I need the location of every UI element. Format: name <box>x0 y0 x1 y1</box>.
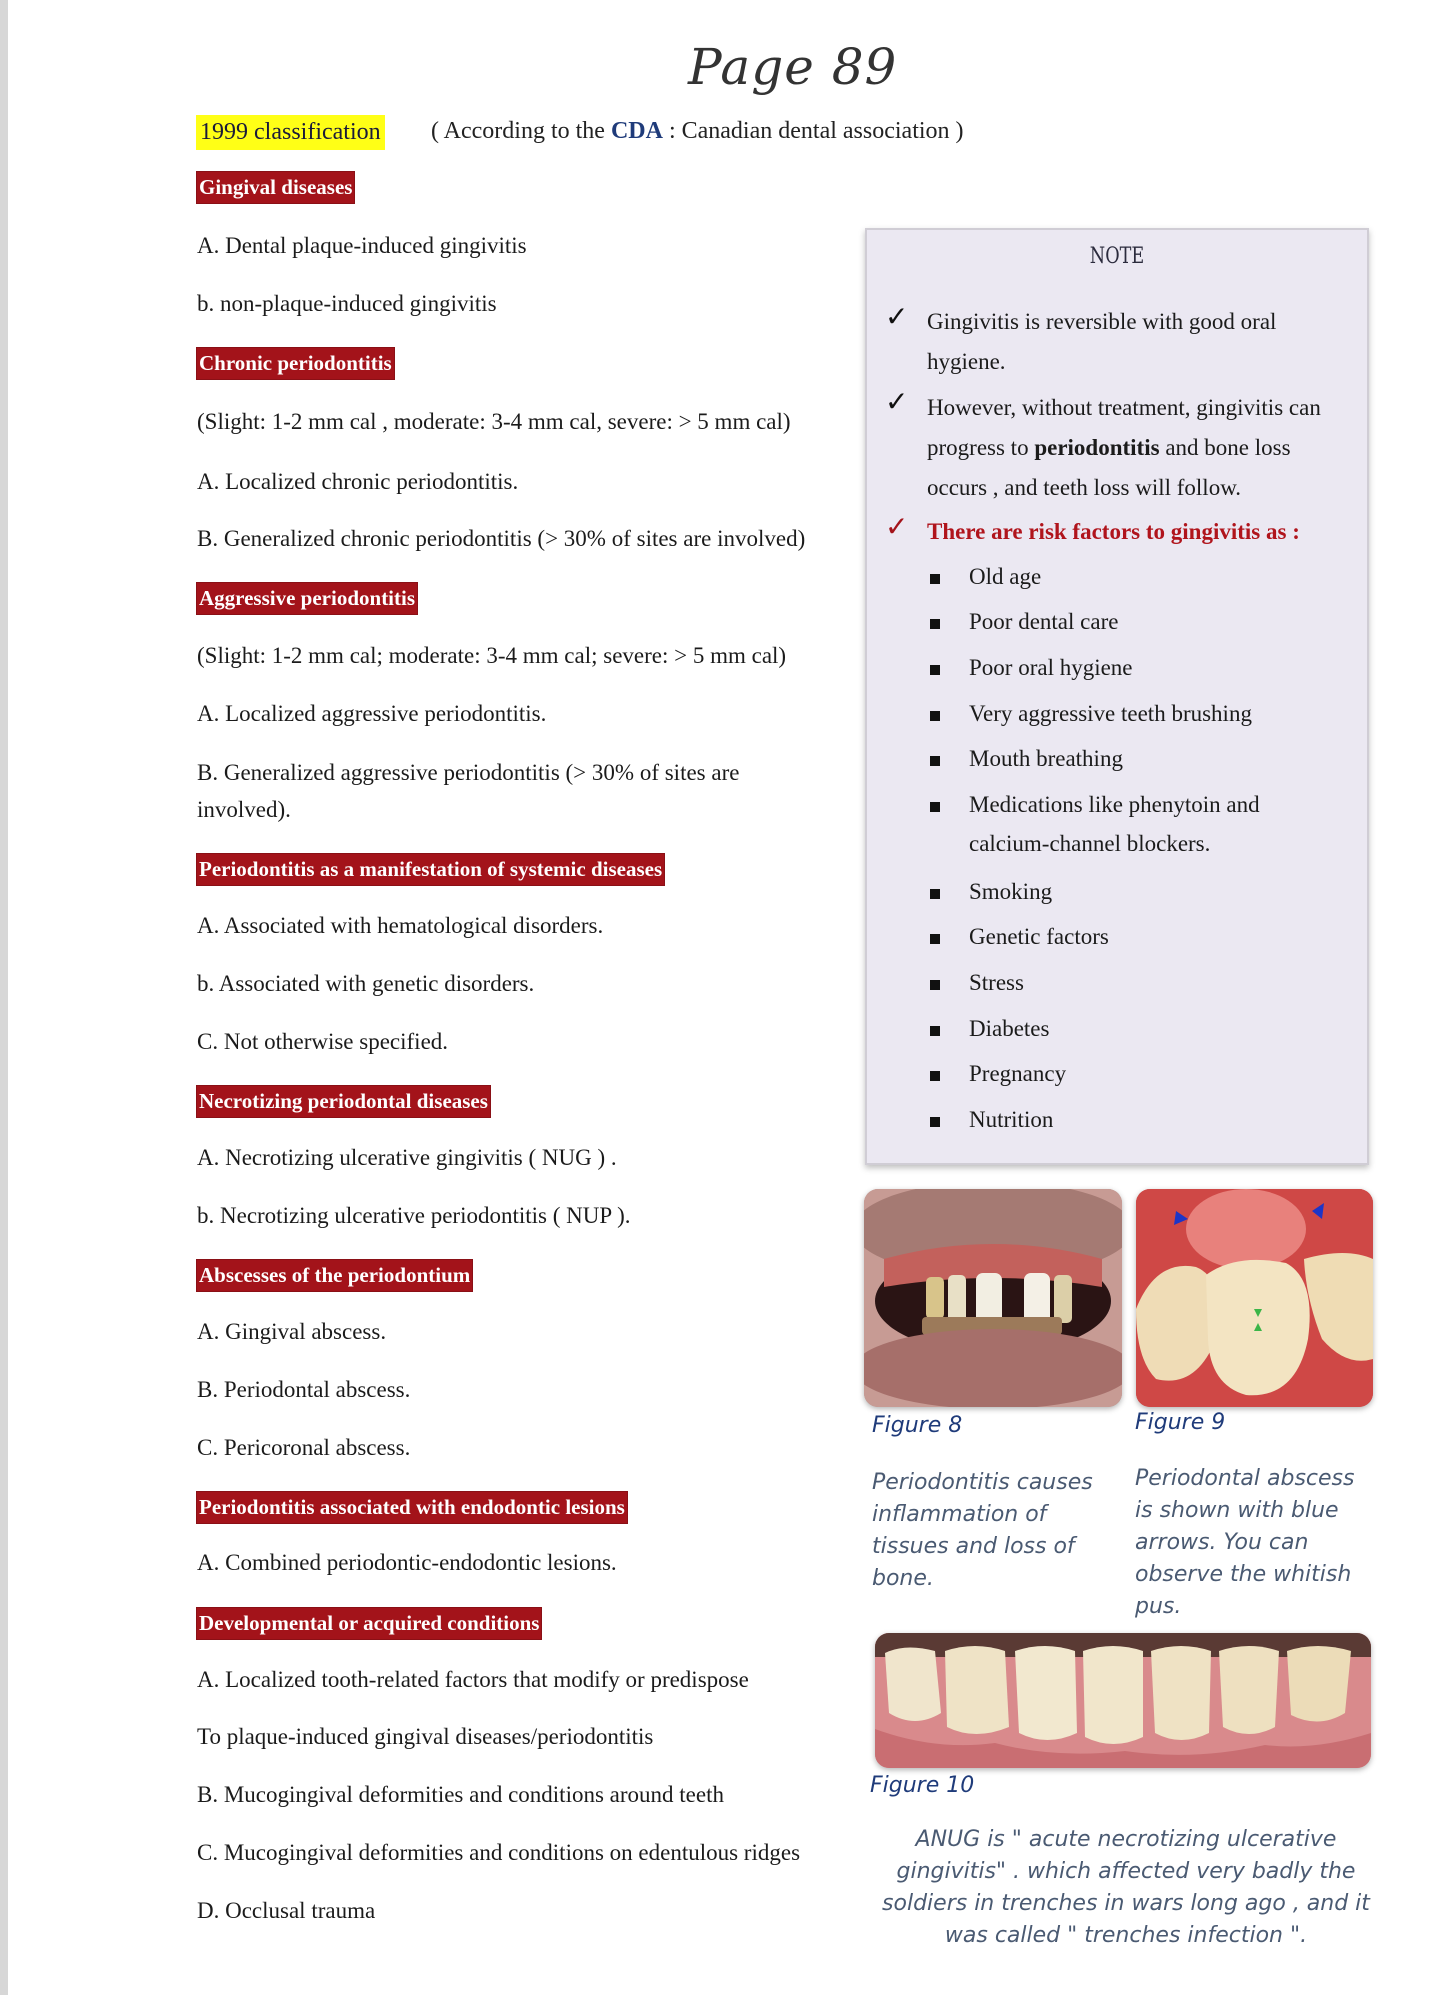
anug-note: ANUG is " acute necrotizing ulcerative gingivitis" . which affected very badly the soldiers in trenches in wars long ago , and it was called " trenches infection ". <box>882 1827 1370 1948</box>
bullet-icon <box>930 889 940 899</box>
bullet-icon <box>930 1026 940 1036</box>
note-point-risk-factors: There are risk factors to gingivitis as : <box>927 519 1300 544</box>
risk-factor-item: Very aggressive teeth brushing <box>969 701 1252 726</box>
heading-aggressive-periodontitis: Aggressive periodontitis <box>196 582 418 615</box>
classification-source: ( According to the CDA : Canadian dental association ) <box>431 118 964 144</box>
heading-systemic-diseases: Periodontitis as a manifestation of systemic diseases <box>196 853 665 886</box>
list-item: C. Mucogingival deformities and conditions on edentulous ridges <box>197 1840 801 1865</box>
bullet-icon <box>930 756 940 766</box>
risk-factor-item-continued: calcium-channel blockers. <box>969 831 1211 856</box>
list-item: To plaque-induced gingival diseases/periodontitis <box>197 1724 654 1749</box>
checkmark-icon: ✓ <box>885 387 909 418</box>
list-item: C. Pericoronal abscess. <box>197 1435 411 1460</box>
heading-necrotizing-diseases: Necrotizing periodontal diseases <box>196 1085 491 1118</box>
heading-endodontic-lesions: Periodontitis associated with endodontic lesions <box>196 1491 628 1524</box>
heading-developmental-conditions: Developmental or acquired conditions <box>196 1607 542 1640</box>
figure-10-image <box>875 1633 1371 1768</box>
list-item: C. Not otherwise specified. <box>197 1029 449 1054</box>
figure-8-image <box>864 1189 1122 1407</box>
list-item: b. Necrotizing ulcerative periodontitis ( NUP ). <box>197 1203 631 1228</box>
note-title: NOTE <box>1089 244 1145 269</box>
list-item: A. Gingival abscess. <box>197 1319 387 1344</box>
list-item: A. Localized tooth-related factors that modify or predispose <box>197 1667 749 1692</box>
risk-factor-item: Smoking <box>969 879 1053 904</box>
risk-factor-item: Stress <box>969 970 1024 995</box>
list-item: (Slight: 1-2 mm cal; moderate: 3-4 mm cal; severe: > 5 mm cal) <box>197 643 787 668</box>
checkmark-icon: ✓ <box>885 512 909 543</box>
list-item: D. Occlusal trauma <box>197 1898 376 1923</box>
bullet-icon <box>930 802 940 812</box>
page-title: Page 89 <box>688 38 898 96</box>
list-item: A. Associated with hematological disorders. <box>197 913 604 938</box>
mouth-illustration <box>864 1189 1122 1407</box>
figure-9-caption: Periodontal abscess is shown with blue arrows. You can observe the whitish pus. <box>1135 1466 1355 1619</box>
note-point-reversible: Gingivitis is reversible with good oral hygiene. <box>927 309 1277 374</box>
risk-factor-item: Diabetes <box>969 1016 1050 1041</box>
risk-factor-item: Old age <box>969 564 1042 589</box>
list-item: B. Generalized chronic periodontitis (> 30% of sites are involved) <box>197 526 806 551</box>
list-item: (Slight: 1-2 mm cal , moderate: 3-4 mm cal, severe: > 5 mm cal) <box>197 409 791 434</box>
risk-factor-item: Mouth breathing <box>969 746 1123 771</box>
list-item: B. Mucogingival deformities and conditions around teeth <box>197 1782 724 1807</box>
figure-8-caption: Periodontitis causes inflammation of tissues and loss of bone. <box>872 1470 1093 1591</box>
figure-8-label: Figure 8 <box>872 1413 963 1438</box>
bullet-icon <box>930 1071 940 1081</box>
bullet-icon <box>930 665 940 675</box>
bullet-icon <box>930 619 940 629</box>
note-box <box>865 228 1369 1165</box>
heading-abscesses: Abscesses of the periodontium <box>196 1259 473 1292</box>
bullet-icon <box>930 934 940 944</box>
cda-abbr: CDA <box>610 118 663 144</box>
note-point-progression: However, without treatment, gingivitis can progress to periodontitis and bone loss occurs , and teeth loss will follow. <box>927 395 1321 500</box>
list-item: B. Generalized aggressive periodontitis (> 30% of sites are <box>197 760 740 785</box>
list-item: involved). <box>197 797 291 822</box>
bullet-icon <box>930 574 940 584</box>
list-item: A. Necrotizing ulcerative gingivitis ( NUG ) . <box>197 1145 617 1170</box>
checkmark-icon: ✓ <box>885 302 909 333</box>
abscess-illustration <box>1136 1189 1373 1407</box>
teeth-row-illustration <box>875 1633 1371 1768</box>
risk-factor-item: Genetic factors <box>969 924 1109 949</box>
bullet-icon <box>930 711 940 721</box>
risk-factor-item: Pregnancy <box>969 1061 1067 1086</box>
list-item: A. Combined periodontic-endodontic lesions. <box>197 1550 617 1575</box>
bullet-icon <box>930 980 940 990</box>
list-item: A. Localized aggressive periodontitis. <box>197 701 547 726</box>
list-item: b. Associated with genetic disorders. <box>197 971 535 996</box>
figure-10-label: Figure 10 <box>870 1773 975 1798</box>
list-item: A. Localized chronic periodontitis. <box>197 469 519 494</box>
bullet-icon <box>930 1117 940 1127</box>
risk-factor-item: Medications like phenytoin and <box>969 792 1260 817</box>
risk-factor-item: Poor dental care <box>969 609 1119 634</box>
list-item: A. Dental plaque-induced gingivitis <box>197 233 527 258</box>
heading-gingival-diseases: Gingival diseases <box>196 171 355 204</box>
classification-tag: 1999 classification <box>196 115 385 150</box>
document-page <box>8 0 1440 1995</box>
list-item: b. non-plaque-induced gingivitis <box>197 291 497 316</box>
list-item: B. Periodontal abscess. <box>197 1377 411 1402</box>
risk-factor-item: Nutrition <box>969 1107 1054 1132</box>
heading-chronic-periodontitis: Chronic periodontitis <box>196 347 395 380</box>
figure-9-image <box>1136 1189 1373 1407</box>
risk-factor-item: Poor oral hygiene <box>969 655 1133 680</box>
figure-9-label: Figure 9 <box>1135 1410 1226 1435</box>
